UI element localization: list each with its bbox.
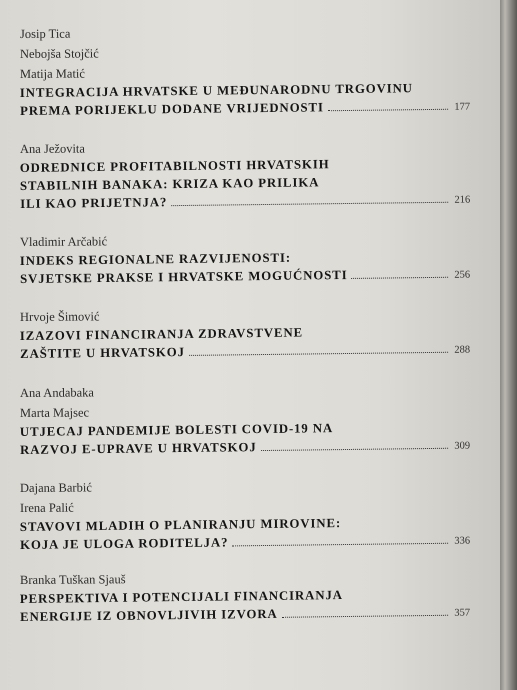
author-name: Branka Tuškan Sjauš [19, 572, 126, 587]
book-edge [500, 0, 517, 690]
toc-entry [20, 570, 470, 628]
chapter-title-line: STABILNIH BANAKA: KRIZA KAO PRILIKA [19, 175, 320, 193]
chapter-title-line: INDEKS REGIONALNE RAZVIJENOSTI: [19, 250, 292, 269]
chapter-title [20, 247, 470, 290]
author-name: Nebojša Stojčić [19, 46, 99, 61]
dot-leader [282, 615, 449, 618]
page-number: 336 [454, 535, 471, 547]
chapter-title-line-last [20, 265, 470, 290]
chapter-title-line-last [20, 190, 470, 215]
chapter-title-line: PERSPEKTIVA I POTENCIJALI FINANCIRANJA [19, 588, 343, 607]
chapter-title-line: STAVOVI MLADIH O PLANIRANJU MIROVINE: [19, 516, 342, 535]
chapter-title [20, 513, 470, 556]
chapter-title-line-last [20, 340, 470, 365]
author-name: Josip Tica [19, 26, 71, 41]
page-number: 357 [454, 607, 471, 619]
chapter-title-line-last [20, 436, 470, 461]
author-name: Hrvoje Šimović [19, 309, 100, 324]
toc-entry [20, 307, 470, 365]
author-name: Marta Majsec [19, 405, 90, 420]
chapter-title-text: ZAŠTITE U HRVATSKOJ [20, 344, 185, 361]
chapter-title-text: KOJA JE ULOGA RODITELJA? [20, 535, 229, 552]
author-name: Ana Ježovita [19, 141, 85, 156]
chapter-title-line: UTJECAJ PANDEMIJE BOLESTI COVID-19 NA [19, 421, 334, 440]
dot-leader [328, 109, 448, 111]
toc-entry [20, 24, 470, 122]
chapter-title-line: INTEGRACIJA HRVATSKE U MEĐUNARODNU TRGOVINU [19, 81, 413, 101]
toc-entry [20, 139, 470, 215]
page-number: 177 [454, 101, 471, 113]
dot-leader [189, 352, 448, 356]
chapter-title-line-last [20, 97, 470, 122]
page-number: 256 [454, 269, 471, 281]
toc-entry [20, 478, 470, 556]
author-name: Irena Palić [19, 500, 74, 515]
chapter-title [20, 418, 470, 461]
author-name: Ana Andabaka [19, 385, 94, 400]
toc-entry [20, 383, 470, 461]
page-number: 216 [454, 194, 471, 206]
dot-leader [171, 202, 448, 206]
page-number: 309 [454, 440, 471, 452]
dot-leader [232, 543, 448, 547]
chapter-title-text: ENERGIJE IZ OBNOVLJIVIH IZVORA [20, 606, 278, 624]
page-number: 288 [454, 344, 471, 356]
chapter-title-text: PREMA PORIJEKLU DODANE VRIJEDNOSTI [20, 100, 324, 118]
author-name: Matija Matić [19, 66, 85, 81]
chapter-title-text: ILI KAO PRIJETNJA? [20, 195, 168, 211]
chapter-title-text: SVJETSKE PRAKSE I HRVATSKE MOGUĆNOSTI [20, 267, 348, 286]
chapter-title-line-last [20, 531, 470, 556]
author-name: Vladimir Arčabić [19, 234, 108, 249]
chapter-title-text: RAZVOJ E-UPRAVE U HRVATSKOJ [20, 440, 257, 457]
chapter-title [20, 585, 470, 628]
toc-entry [20, 232, 470, 290]
chapter-title-line: IZAZOVI FINANCIRANJA ZDRAVSTVENE [19, 325, 304, 344]
chapter-title [20, 79, 470, 122]
dot-leader [352, 277, 449, 279]
chapter-title [20, 322, 470, 365]
author-name: Dajana Barbić [19, 480, 92, 495]
chapter-title-line-last [20, 603, 470, 628]
chapter-title-line: ODREDNICE PROFITABILNOSTI HRVATSKIH [19, 157, 330, 176]
chapter-title [20, 154, 471, 215]
dot-leader [261, 448, 449, 451]
